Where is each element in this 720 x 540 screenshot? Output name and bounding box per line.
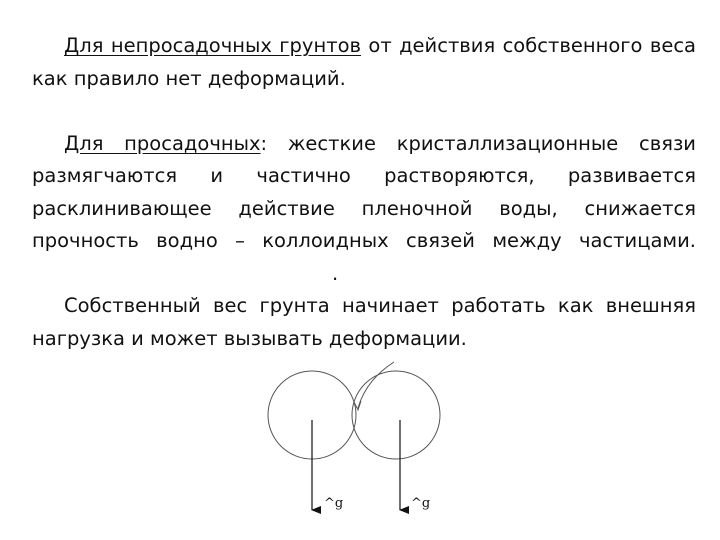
paragraph-subsiding	[32, 128, 696, 291]
right-particle-circle	[352, 371, 440, 459]
term-non-subsiding-soils: Для непросадочных грунтов	[64, 34, 361, 57]
left-gravity-label: ^g	[324, 496, 344, 511]
paragraph-subsiding-text: : жесткие кристаллизационные связи размягчаются и частично растворяются, развивается расклинивающее действие пленочной воды, снижается прочность водно – коллоидных связей между частицами.	[32, 131, 696, 252]
term-subsiding-soils: Для просадочных	[64, 131, 261, 155]
paragraph-self-weight-text: Собственный вес грунта начинает работать как внешняя нагрузка и может вызывать деформации.	[32, 294, 696, 350]
paragraph-non-subsiding-text: от действия собственного веса как правило нет деформаций.	[32, 34, 696, 90]
particles-diagram	[190, 360, 520, 540]
paragraph-self-weight	[32, 290, 696, 355]
right-gravity-label: ^g	[411, 496, 431, 511]
trailing-period: .	[332, 261, 339, 285]
particles-diagram-svg	[190, 360, 520, 540]
slide-text-block	[32, 30, 696, 355]
paragraph-non-subsiding	[32, 30, 696, 95]
paragraph-gap	[32, 95, 696, 128]
